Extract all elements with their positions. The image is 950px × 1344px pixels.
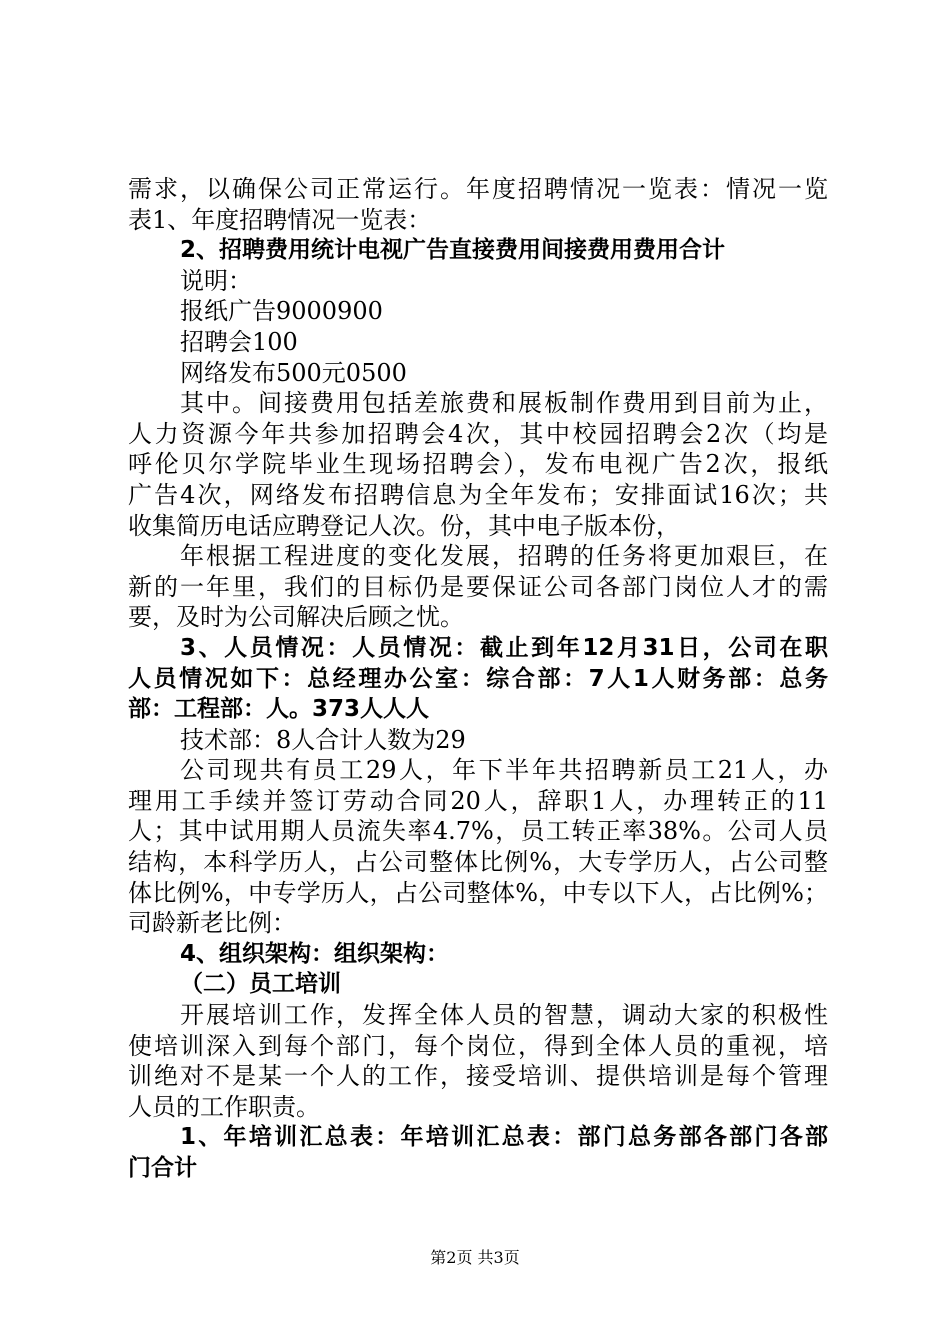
paragraph-line: 网络发布500元0500 [180, 358, 407, 387]
heading-line: 1、年培训汇总表：年培训汇总表：部门总务部各部门各部 [180, 1124, 828, 1151]
heading-line: 4、组织架构：组织架构： [180, 940, 450, 967]
paragraph-line: 人；其中试用期人员流失率4.7%，员工转正率38%。公司人员 [128, 817, 828, 846]
paragraph-line: 公司现共有员工29人，年下半年共招聘新员工21人，办 [180, 756, 828, 785]
paragraph-line: 使培训深入到每个部门，每个岗位，得到全体人员的重视，培 [128, 1031, 828, 1060]
paragraph-line: 广告4次，网络发布招聘信息为全年发布；安排面试16次；共 [128, 480, 828, 509]
paragraph-line: 需求，以确保公司正常运行。年度招聘情况一览表：情况一览 [128, 175, 828, 203]
paragraph-line: 开展培训工作，发挥全体人员的智慧，调动大家的积极性 [180, 1001, 828, 1030]
page-number: 第2页 共3页 [430, 1248, 520, 1267]
heading-line: 3、人员情况：人员情况：截止到年12月31日，公司在职 [180, 634, 828, 661]
heading-line: （二）员工培训 [180, 971, 341, 998]
heading-line: 部：工程部：人。373人人人 [128, 696, 430, 723]
paragraph-line: 体比例%，中专学历人，占公司整体%，中专以下人，占比例%； [128, 878, 828, 907]
paragraph-line: 人力资源今年共参加招聘会4次，其中校园招聘会2次（均是 [128, 419, 828, 448]
paragraph-line: 说明： [180, 266, 252, 295]
paragraph-line: 年根据工程进度的变化发展，招聘的任务将更加艰巨，在 [180, 542, 828, 571]
paragraph-line: 新的一年里，我们的目标仍是要保证公司各部门岗位人才的需 [128, 572, 828, 601]
heading-line: 门合计 [128, 1155, 197, 1181]
heading-line: 2、招聘费用统计电视广告直接费用间接费用费用合计 [180, 237, 726, 264]
paragraph-line: 技术部：8人合计人数为29 [180, 725, 466, 754]
paragraph-line: 结构，本科学历人，占公司整体比例%，大专学历人，占公司整 [128, 848, 828, 877]
paragraph-line: 训绝对不是某一个人的工作，接受培训、提供培训是每个管理 [128, 1062, 828, 1091]
paragraph-line: 呼伦贝尔学院毕业生现场招聘会），发布电视广告2次，报纸 [128, 450, 828, 479]
paragraph-line: 收集简历电话应聘登记人次。份，其中电子版本份， [128, 511, 680, 540]
paragraph-line: 人员的工作职责。 [128, 1092, 320, 1121]
paragraph-line: 其中。间接费用包括差旅费和展板制作费用到目前为止， [180, 389, 828, 418]
paragraph-line: 司龄新老比例： [128, 909, 296, 938]
paragraph-line: 表1、年度招聘情况一览表： [128, 205, 432, 234]
page-footer [0, 1245, 950, 1268]
paragraph-line: 理用工手续并签订劳动合同20人，辞职1人，办理转正的11 [128, 786, 828, 815]
heading-line: 人员情况如下：总经理办公室：综合部：7人1人财务部：总务 [128, 665, 828, 692]
paragraph-line: 招聘会100 [180, 327, 298, 356]
document-body [128, 174, 828, 1184]
paragraph-line: 要，及时为公司解决后顾之忧。 [128, 603, 464, 632]
paragraph-line: 报纸广告9000900 [180, 297, 383, 326]
